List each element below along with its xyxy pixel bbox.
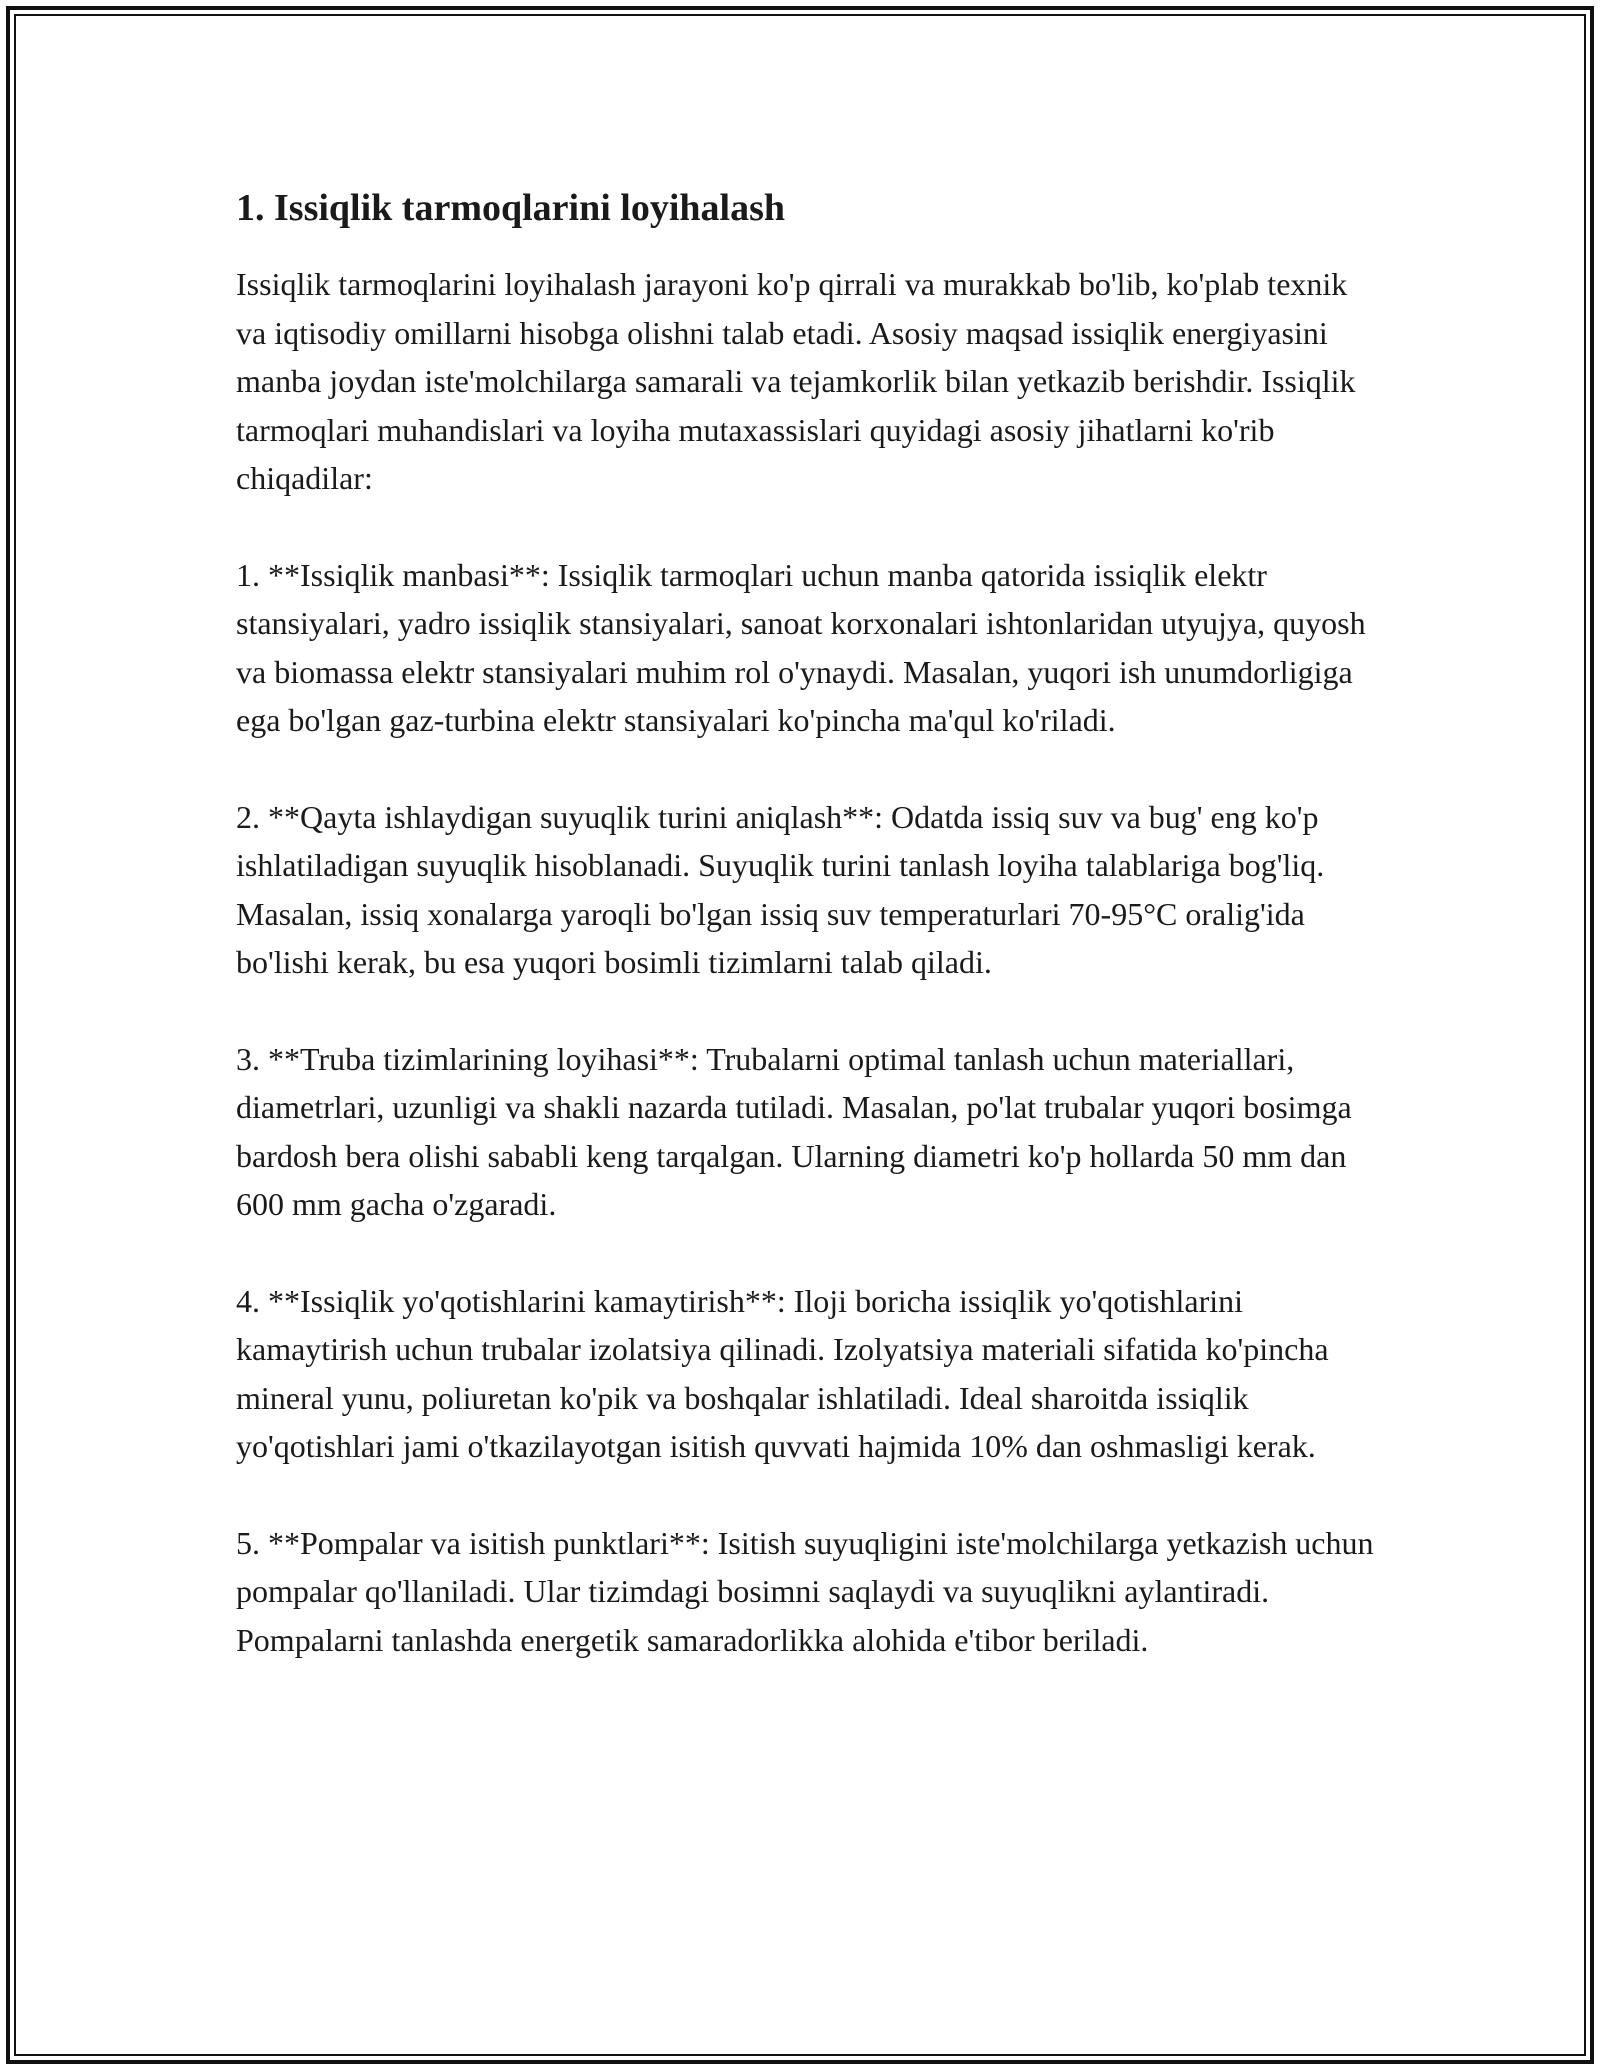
section-pumps: 5. **Pompalar va isitish punktlari**: Isitish suyuqligini iste'molchilarga yetkazish uchun pompalar qo'llaniladi. Ular tizimdagi bosimni saqlaydi va suyuqlikni aylantiradi. Pompalarni tanlashda energetik samaradorlikka alohida e'tibor beriladi.: [236, 1524, 1374, 1658]
section-working-fluid: 2. **Qayta ishlaydigan suyuqlik turini aniqlash**: Odatda issiq suv va bug' eng ko'p ishlatiladigan suyuqlik hisoblanadi. Suyuqlik turini tanlash loyiha talablariga bog'liq. Masalan, issiq xonalarga yaroqli bo'lgan issiq suv temperaturlari 70-95°C oralig'ida bo'lishi kerak, bu esa yuqori bosimli tizimlarni talab qiladi.: [236, 798, 1325, 980]
document-title: 1. Issiqlik tarmoqlarini loyihalash: [236, 187, 786, 229]
section-heat-source: 1. **Issiqlik manbasi**: Issiqlik tarmoqlari uchun manba qatorida issiqlik elektr stansiyalari, yadro issiqlik stansiyalari, sanoat korxonalari ishtonlaridan utyujya, quyosh va biomassa elektr stansiyalari muhim rol o'ynaydi. Masalan, yuqori ish unumdorligiga ega bo'lgan gaz-turbina elektr stansiyalari ko'pincha ma'qul ko'riladi.: [236, 556, 1366, 738]
section-heat-loss: 4. **Issiqlik yo'qotishlarini kamaytirish**: Iloji boricha issiqlik yo'qotishlarini kamaytirish uchun trubalar izolatsiya qilinadi. Izolyatsiya materiali sifatida ko'pincha mineral yunu, poliuretan ko'pik va boshqalar ishlatiladi. Ideal sharoitda issiqlik yo'qotishlari jami o'tkazilayotgan isitish quvvati hajmida 10% dan oshmasligi kerak.: [236, 1282, 1329, 1464]
intro-paragraph: Issiqlik tarmoqlarini loyihalash jarayoni ko'p qirrali va murakkab bo'lib, ko'plab texnik va iqtisodiy omillarni hisobga olishni talab etadi. Asosiy maqsad issiqlik energiyasini manba joydan iste'molchilarga samarali va tejamkorlik bilan yetkazib berishdir. Issiqlik tarmoqlari muhandislari va loyiha mutaxassislari quyidagi asosiy jihatlarni ko'rib chiqadilar:: [236, 266, 1356, 496]
section-pipe-systems: 3. **Truba tizimlarining loyihasi**: Trubalarni optimal tanlash uchun materiallari, diametrlari, uzunligi va shakli nazarda tutiladi. Masalan, po'lat trubalar yuqori bosimga bardosh bera olishi sababli keng tarqalgan. Ularning diametri ko'p hollarda 50 mm dan 600 mm gacha o'zgaradi.: [236, 1040, 1352, 1222]
document-body: [236, 184, 1376, 1712]
